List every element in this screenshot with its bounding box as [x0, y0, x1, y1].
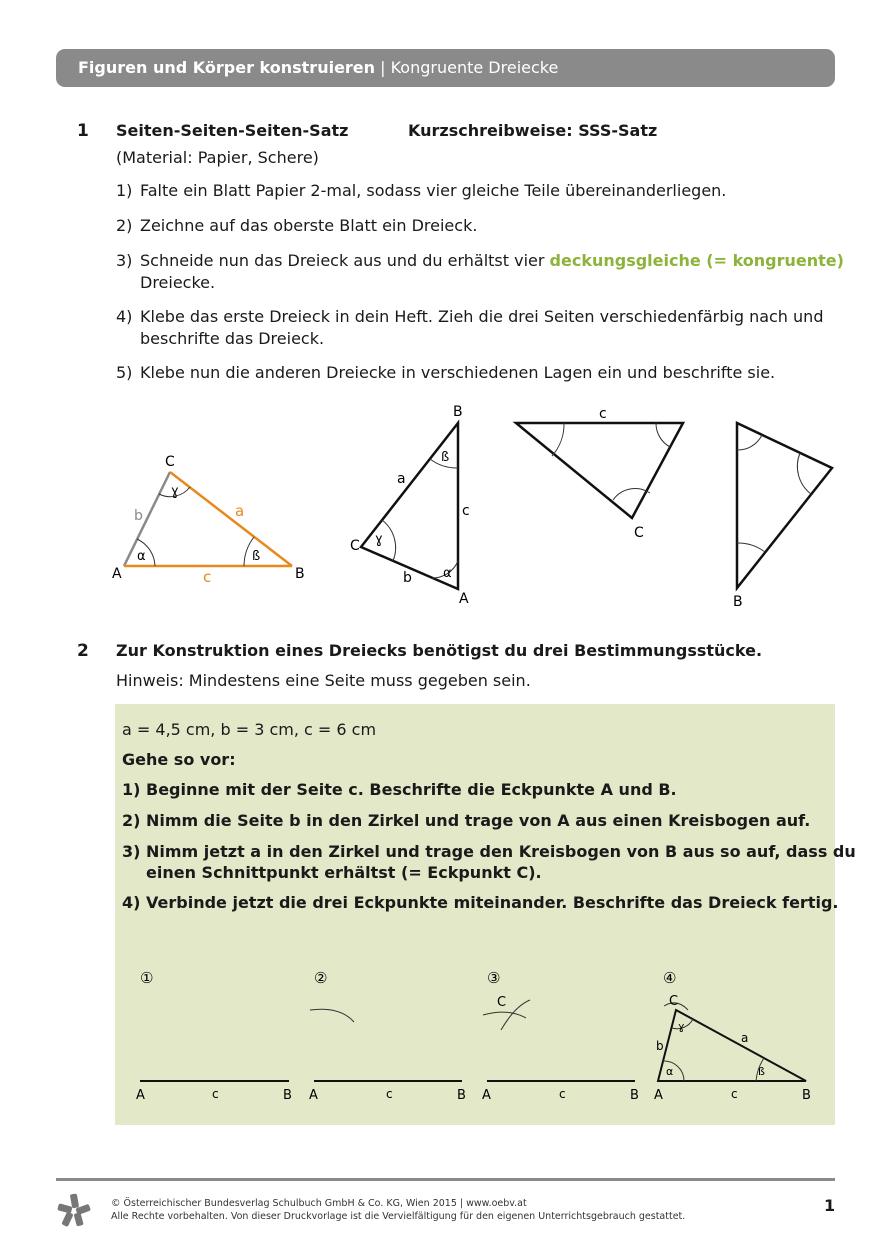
task1-step-3 [140, 250, 844, 272]
given-values: a = 4,5 cm, b = 3 cm, c = 6 cm [122, 720, 377, 739]
task2-number: 2 [77, 641, 89, 661]
task1-step-1: Falte ein Blatt Papier 2-mal, sodass vier gleiche Teile übereinanderliegen. [140, 181, 727, 200]
task1-step-5: Klebe nun die anderen Dreiecke in verschiedenen Lagen ein und beschrifte sie. [140, 363, 776, 382]
angle-gamma-label: ɣ [171, 484, 179, 499]
side-c-label: c [599, 406, 607, 422]
procedure-step-3-line2: einen Schnittpunkt erhältst (= Eckpunkt C). [146, 863, 542, 882]
vertex-c-label: C [350, 538, 360, 554]
vertex-b-label: B [295, 566, 305, 582]
congruent-highlight: deckungsgleiche (= kongruente) [549, 251, 844, 270]
procedure-step-3-line1: Nimm jetzt a in den Zirkel und trage den Kreisbogen von B aus so auf, dass du [146, 842, 856, 861]
angle-arc-right [797, 453, 811, 494]
stage-4-beta-label: ß [758, 1065, 765, 1078]
stage-3-arc-b [483, 1012, 526, 1018]
stage-3-c-label: c [559, 1087, 566, 1101]
side-b-label: b [403, 570, 412, 586]
procedure-step-2: Nimm die Seite b in den Zirkel und trage von A aus einen Kreisbogen auf. [146, 811, 811, 830]
angle-arc-top [737, 435, 762, 450]
vertex-b-label: B [733, 594, 743, 610]
stage-4-a-vertex-label: A [654, 1088, 663, 1103]
task1-material: (Material: Papier, Schere) [116, 148, 319, 167]
stage-3-a-label: A [482, 1088, 491, 1103]
triangle-figure-1 [112, 454, 305, 586]
stage-2-c-label: c [386, 1087, 393, 1101]
triangle-2-outline [361, 423, 458, 589]
vertex-a-label: A [459, 591, 469, 607]
construction-stage-4 [654, 969, 811, 1103]
angle-arc-bottom [737, 543, 765, 552]
task1-step-1-num: 1) [116, 181, 133, 200]
task1-step-4-line2: beschrifte das Dreieck. [140, 329, 325, 348]
task1-step-5-num: 5) [116, 363, 133, 382]
construction-stage-1 [136, 969, 292, 1103]
procedure-step-2-num: 2) [122, 811, 141, 830]
procedure-step-4-num: 4) [122, 893, 141, 912]
footer-divider [56, 1178, 835, 1181]
stage-1-b-label: B [283, 1088, 292, 1103]
angle-alpha-label: α [443, 566, 452, 581]
triangle-figure-3 [516, 406, 683, 541]
vertex-a-label: A [112, 566, 122, 582]
task2-title: Zur Konstruktion eines Dreiecks benötigst du drei Bestimmungsstücke. [116, 641, 763, 660]
task1-step-4-line1: Klebe das erste Dreieck in dein Heft. Zieh die drei Seiten verschiedenfärbig nach und [140, 307, 824, 326]
angle-beta-label: ß [441, 450, 450, 465]
procedure-step-4: Verbinde jetzt die drei Eckpunkte miteinander. Beschrifte das Dreieck fertig. [146, 893, 839, 912]
angle-gamma-arc [382, 520, 396, 561]
stage-2-marker: ② [314, 969, 328, 987]
task1-figures [0, 395, 890, 620]
page-header [56, 49, 835, 87]
triangle-figure-2 [350, 404, 470, 607]
stage-4-c-vertex-label: C [669, 994, 679, 1009]
stage-2-arc-b [310, 1009, 354, 1022]
construction-stages [115, 960, 835, 1110]
footer-copyright [111, 1197, 685, 1223]
task1-step-3-cont: Dreiecke. [140, 273, 216, 292]
task1-step-3-text: Schneide nun das Dreieck aus und du erhältst vier [140, 251, 550, 270]
stage-4-a-label: a [741, 1031, 749, 1045]
stage-4-alpha-label: α [666, 1065, 674, 1078]
construction-stage-2 [309, 969, 466, 1103]
stage-4-b-vertex-label: B [802, 1088, 811, 1103]
footer-line-2: Alle Rechte vorbehalten. Von dieser Druckvorlage ist die Vervielfältigung für den eigenen Unterrichtsgebrauch gestattet. [111, 1211, 686, 1222]
header-topic: Kongruente Dreiecke [390, 58, 559, 77]
side-b-label: b [134, 508, 143, 524]
task1-step-4-num: 4) [116, 307, 133, 326]
vertex-c-label: C [165, 454, 175, 470]
stage-2-a-label: A [309, 1088, 318, 1103]
task1-number: 1 [77, 121, 89, 141]
task1-step-2: Zeichne auf das oberste Blatt ein Dreieck. [140, 216, 478, 235]
construction-stage-3 [482, 969, 639, 1103]
vertex-c-label: C [634, 525, 644, 541]
page-number: 1 [824, 1196, 836, 1215]
stage-1-a-label: A [136, 1088, 145, 1103]
stage-1-marker: ① [140, 969, 154, 987]
vertex-b-label: B [453, 404, 463, 420]
angle-arc-left [552, 423, 564, 456]
footer-line-1: © Österreichischer Bundesverlag Schulbuch GmbH & Co. KG, Wien 2015 | www.oebv.at [111, 1198, 527, 1209]
header-section: Figuren und Körper konstruieren [78, 58, 376, 77]
side-a-line [170, 472, 292, 566]
task1-step-2-num: 2) [116, 216, 133, 235]
stage-2-b-label: B [457, 1088, 466, 1103]
angle-arc-right [656, 423, 670, 447]
stage-4-b-label: b [656, 1039, 664, 1053]
side-a-label: a [235, 502, 245, 520]
stage-4-gamma-label: ɣ [678, 1020, 685, 1033]
side-a-label: a [397, 471, 406, 487]
procedure-step-1-num: 1) [122, 780, 141, 799]
procedure-step-1: Beginne mit der Seite c. Beschrifte die Eckpunkte A und B. [146, 780, 677, 799]
task1-title: Seiten-Seiten-Seiten-Satz [116, 121, 349, 140]
procedure-step-3-num: 3) [122, 842, 141, 861]
side-c-label: c [462, 503, 470, 519]
task2-hint: Hinweis: Mindestens eine Seite muss gegeben sein. [116, 671, 531, 690]
stage-1-c-label: c [212, 1087, 219, 1101]
publisher-logo-icon [56, 1192, 92, 1228]
angle-beta-label: ß [252, 549, 261, 564]
triangle-figure-4 [733, 423, 832, 610]
angle-gamma-label: ɣ [375, 532, 383, 547]
task1-step-3-num: 3) [116, 251, 133, 270]
side-c-label: c [203, 568, 212, 586]
header-separator: | [375, 58, 391, 77]
stage-4-marker: ④ [663, 969, 677, 987]
stage-3-marker: ③ [487, 969, 501, 987]
task1-short-form: Kurzschreibweise: SSS-Satz [408, 121, 658, 140]
stage-4-c-label: c [731, 1087, 738, 1101]
triangle-4-outline [737, 423, 832, 588]
triangle-3-outline [516, 423, 683, 518]
stage-3-c-vertex-label: C [497, 995, 507, 1010]
stage-3-b-label: B [630, 1088, 639, 1103]
procedure-title: Gehe so vor: [122, 750, 236, 769]
angle-alpha-label: α [137, 549, 146, 564]
side-b-line [124, 472, 170, 566]
